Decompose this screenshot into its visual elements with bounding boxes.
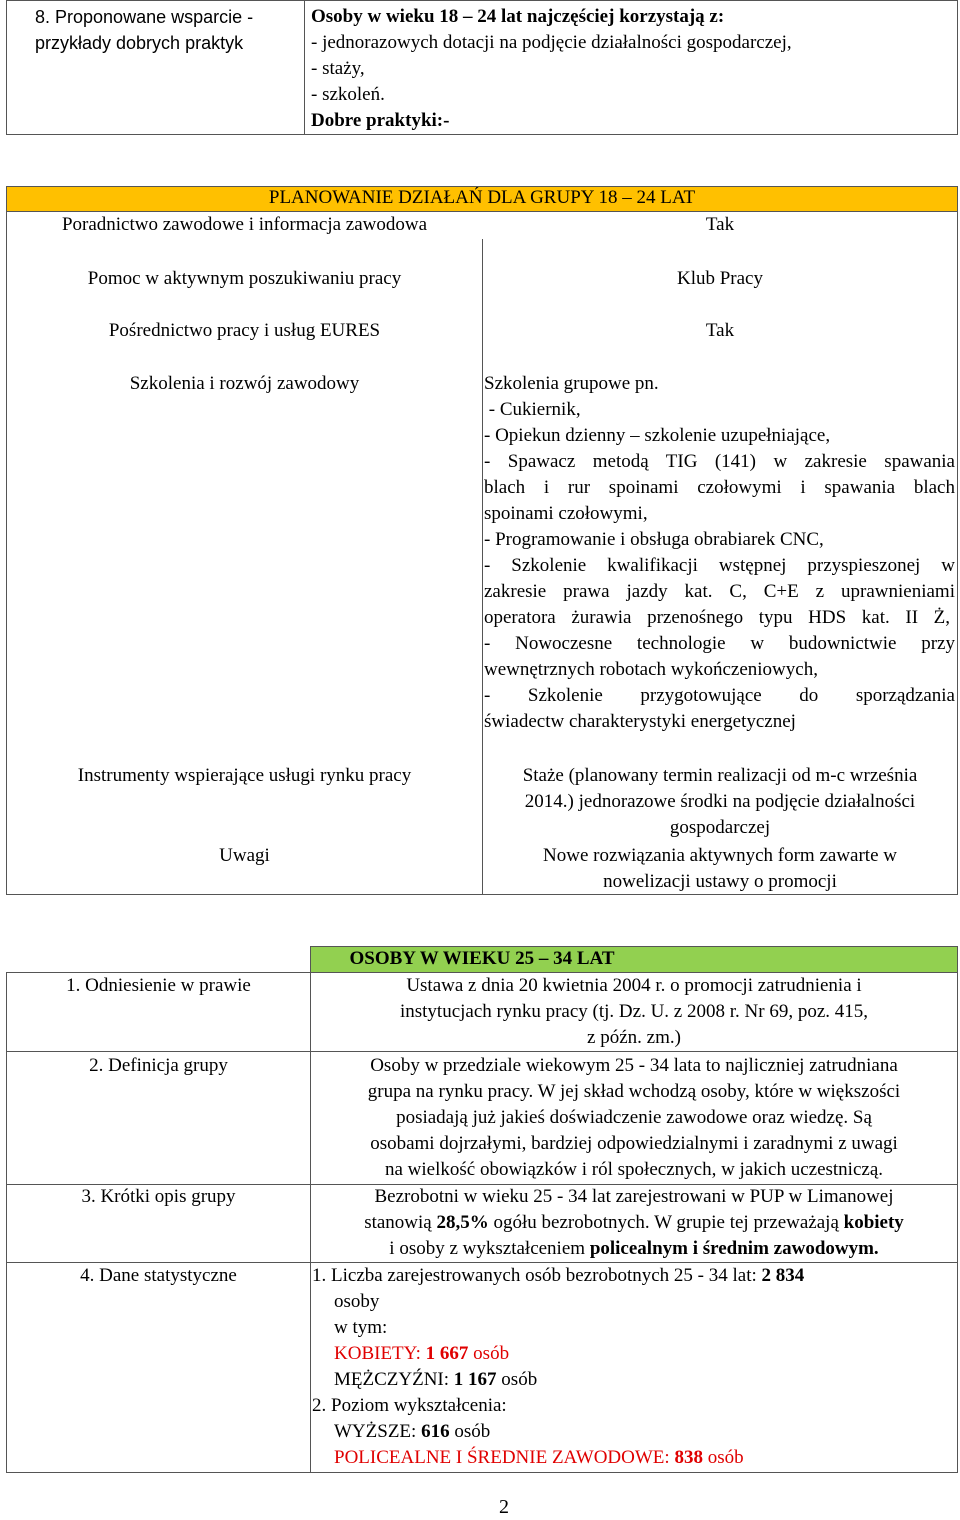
row-label: Poradnictwo zawodowe i informacja zawodowa xyxy=(61,214,428,235)
row-label: Szkolenia i rozwój zawodowy xyxy=(129,373,360,394)
stat-line: 2. Poziom wykształcenia: xyxy=(312,1395,507,1416)
percent-value: 28,5% xyxy=(436,1212,489,1233)
list-item: - staży, xyxy=(311,58,365,79)
text-run: osób xyxy=(702,1447,744,1468)
stat-value: 616 xyxy=(421,1421,450,1442)
training-line: - Programowanie i obsługa obrabiarek CNC, xyxy=(484,529,824,550)
stat-value: 838 xyxy=(674,1447,703,1468)
text-run: osób xyxy=(449,1421,491,1442)
row-value: grupa na rynku pracy. W jej skład wchodzą osoby, które w większości xyxy=(367,1081,901,1102)
row-value xyxy=(311,1236,957,1262)
row-value xyxy=(311,1210,957,1236)
stat-line xyxy=(334,1341,509,1367)
training-line: - Spawacz metodą TIG (141) w zakresie spawania xyxy=(484,451,955,472)
text-run: MĘŻCZYŹNI: xyxy=(334,1369,454,1390)
training-line: - Szkolenie przygotowujące do sporządzania xyxy=(484,685,955,706)
text-run: 1. Liczba zarejestrowanych osób bezrobotnych 25 - 34 lat: xyxy=(312,1265,762,1286)
row-value: na wielkość obowiązków i ról społecznych, w jakich uczestniczą. xyxy=(384,1159,884,1180)
row-value: Osoby w przedziale wiekowym 25 - 34 lata to najliczniej zatrudniana xyxy=(370,1055,898,1076)
training-line: - Nowoczesne technologie w budownictwie przy xyxy=(484,633,955,654)
row-label: 3. Krótki opis grupy xyxy=(81,1186,236,1207)
stat-value: 1 667 xyxy=(425,1343,469,1364)
emphasis: policealnym i średnim zawodowym. xyxy=(589,1238,879,1259)
row-value: Nowe rozwiązania aktywnych form zawarte w xyxy=(543,845,897,866)
row-label: Pośrednictwo pracy i usług EURES xyxy=(108,320,381,341)
text-run: osób xyxy=(496,1369,538,1390)
row-value: Staże (planowany termin realizacji od m-c września xyxy=(522,765,918,786)
planning-header: PLANOWANIE DZIAŁAŃ DLA GRUPY 18 – 24 LAT xyxy=(268,187,696,208)
row-value: instytucjach rynku pracy (tj. Dz. U. z 2008 r. Nr 69, poz. 415, xyxy=(399,1001,869,1022)
list-item: - szkoleń. xyxy=(311,84,385,105)
emphasis: kobiety xyxy=(843,1212,904,1233)
row-label: Pomoc w aktywnym poszukiwaniu pracy xyxy=(87,268,402,289)
text-run: stanowią xyxy=(364,1212,437,1233)
training-line: Szkolenia grupowe pn. xyxy=(484,373,659,394)
row-value: Bezrobotni w wieku 25 - 34 lat zarejestrowani w PUP w Limanowej xyxy=(374,1186,894,1207)
section-label: 8. Proponowane wsparcie - xyxy=(35,7,254,27)
stat-value: 2 834 xyxy=(761,1265,805,1286)
row-value: osobami dojrzałymi, bardziej odpowiedzialnymi i zaradnymi z uwagi xyxy=(370,1133,898,1154)
stat-line: osoby xyxy=(334,1291,380,1312)
text-run: WYŻSZE: xyxy=(334,1421,422,1442)
row-value: nowelizacji ustawy o promocji xyxy=(603,871,837,892)
good-practices-label: Dobre praktyki:- xyxy=(311,110,450,131)
row-value: Tak xyxy=(705,320,735,341)
row-value: posiadają już jakieś doświadczenie zawodowe oraz wiedzę. Są xyxy=(396,1107,872,1128)
text-run: ogółu bezrobotnych. W grupie tej przeważają xyxy=(488,1212,844,1233)
stat-line: w tym: xyxy=(334,1317,388,1338)
training-line: - Szkolenie kwalifikacji wstępnej przyspieszonej w xyxy=(484,555,955,576)
stat-line xyxy=(334,1445,744,1471)
training-line: operatora żurawia przenośnego typu HDS kat. II Ż, xyxy=(484,607,950,628)
right-title: Osoby w wieku 18 – 24 lat najczęściej korzystają z: xyxy=(311,6,725,27)
text-run: POLICEALNE I ŚREDNIE ZAWODOWE: xyxy=(334,1447,675,1468)
row-label: 1. Odniesienie w prawie xyxy=(66,975,251,996)
row-value: Ustawa z dnia 20 kwietnia 2004 r. o promocji zatrudnienia i xyxy=(406,975,862,996)
section-label: przykłady dobrych praktyk xyxy=(35,33,244,53)
row-label: Instrumenty wspierające usługi rynku pracy xyxy=(77,765,412,786)
training-line: wewnętrznych robotach wykończeniowych, xyxy=(484,659,818,680)
text-run: KOBIETY: xyxy=(334,1343,426,1364)
row-label: 2. Definicja grupy xyxy=(89,1055,228,1076)
list-item: - jednorazowych dotacji na podjęcie działalności gospodarczej, xyxy=(311,32,792,53)
row-value: Tak xyxy=(705,214,735,235)
row-value: z późn. zm.) xyxy=(587,1027,681,1048)
training-line: - Cukiernik, xyxy=(484,399,581,420)
training-line: blach i rur spoinami czołowymi i spawania blach xyxy=(484,477,955,498)
training-line: zakresie prawa jazdy kat. C, C+E z uprawnieniami xyxy=(484,581,955,602)
text-run: osób xyxy=(468,1343,510,1364)
stat-value: 1 167 xyxy=(453,1369,497,1390)
page-number: 2 xyxy=(499,1496,509,1518)
stat-line xyxy=(334,1367,537,1393)
training-line: - Opiekun dzienny – szkolenie uzupełniające, xyxy=(484,425,831,446)
text-run: i osoby z wykształceniem xyxy=(389,1238,590,1259)
stat-line xyxy=(312,1263,804,1289)
training-line: spoinami czołowymi, xyxy=(484,503,648,524)
row-value: 2014.) jednorazowe środki na podjęcie działalności xyxy=(524,791,916,812)
row-value: Klub Pracy xyxy=(676,268,763,289)
training-line: świadectw charakterystyki energetycznej xyxy=(484,711,796,732)
age-header: OSOBY W WIEKU 25 – 34 LAT xyxy=(349,948,615,969)
row-label: 4. Dane statystyczne xyxy=(80,1265,237,1286)
stat-line xyxy=(334,1419,490,1445)
row-label: Uwagi xyxy=(219,845,270,866)
row-value: gospodarczej xyxy=(669,817,771,838)
